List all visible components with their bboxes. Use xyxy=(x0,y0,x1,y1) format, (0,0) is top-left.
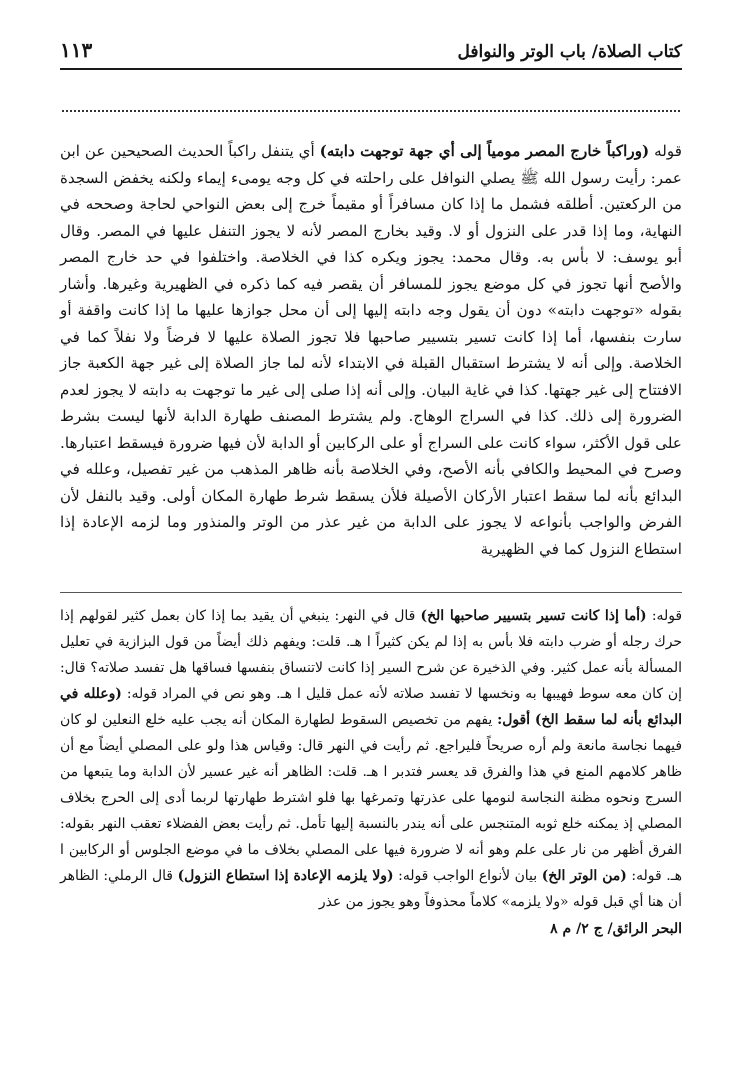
fn3-mid: بيان لأنواع الواجب قوله: xyxy=(393,868,542,884)
page-number: ١١٣ xyxy=(60,38,93,62)
chapter-title: كتاب الصلاة/ باب الوتر والنوافل xyxy=(457,42,682,62)
fn1-quote: (أما إذا كانت تسير بتسيير صاحبها الخ) xyxy=(420,608,647,624)
fn2-quote: (وعلله في البدائع بأنه لما سقط الخ) xyxy=(60,686,682,728)
dotted-separator xyxy=(62,110,680,112)
main-text xyxy=(60,138,682,562)
running-header xyxy=(60,38,682,64)
fn1-lead: قوله: xyxy=(646,608,683,624)
fn3-quote: (من الوتر الخ) xyxy=(541,868,627,884)
signature-mark: البحر الرائق/ ج ٢/ م ٨ xyxy=(550,921,682,937)
footnotes xyxy=(60,592,682,915)
fn2-body: يفهم من تخصيص السقوط لطهارة المكان أنه يجب عليه خلع النعلين لو كان فيهما نجاسة مانعة ولم أره صريحاً فليراجع. ثم رأيت في النهر قال: وقياس هذا ولو على المصلي أيضاً مع أن ظاهر كلامهم المنع في هذا والفرق قد يعسر فتدبر ا هـ. قلت: الظاهر أنه غير عسير لأن الدابة وما يتبعها من السرج ونحوه مظنة النجاسة لنومها على عذرتها وتمرغها بها فلو اشترط طهارتها لربما أدى إلى الحرج بخلاف المصلي إذ يمكنه خلع ثوبه المتنجس على أنه يندر بالنسبة إليها تأمل. ثم رأيت بعض الفضلاء تعقب النهر بقوله: الفرق أظهر من نار على علم وهو أنه لا ضرورة فيها على المصلي بخلاف ما في موضع الجلوس أو الركابين ا هـ. قوله: xyxy=(60,712,682,884)
main-quote: (وراكباً خارج المصر مومياً إلى أي جهة توجهت دابته) xyxy=(319,142,650,160)
fn3-body: قال الرملي: الظاهر أن هنا أي قبل قوله «ولا يلزمه» كلاماً محذوفاً وهو يجوز من عذر xyxy=(60,868,682,910)
fn1-body: قال في النهر: ينبغي أن يقيد بما إذا كان بعمل كثير لقولهم إذا حرك رجله أو ضرب دابته فلا بأس به إذا لم يكن كثيراً ا هـ. قلت: ويفهم ذلك أيضاً من قول البزازية في تعليل المسألة بأنه عمل كثير. وفي الذخيرة عن شرح السير إذا كانت لاتنساق بنفسها فساقها هل تفسد صلاته؟ قال: إن كان معه سوط فهيبها به ونخسها لا تفسد صلاته لأنه عمل قليل ا هـ. وهو نص في المراد قوله: xyxy=(60,608,682,702)
main-lead: قوله xyxy=(649,142,682,160)
header-rule xyxy=(60,68,682,70)
main-body: أي يتنفل راكباً الحديث الصحيحين عن ابن عمر: رأيت رسول الله ﷺ يصلي النوافل على راحلته في كل وجه يومىء إيماء ولكنه يخفض السجدة من الركعتين. أطلقه فشمل ما إذا كان مسافراً أو مقيماً خرج إلى بعض النواحي لحاجة وصححه في النهاية، وما إذا قدر على النزول أو لا. وقيد بخارج المصر لأنه لا يجوز التنفل عليها في المصر. وقال أبو يوسف: لا بأس به. وقال محمد: يجوز ويكره كذا في الخلاصة. واختلفوا في حد خارج المصر والأصح أنها تجوز في كل موضع يجوز للمسافر أن يقصر فيه كما ذكره في الظهيرية وغيرها. وأشار بقوله «توجهت دابته» دون أن يقول وجه دابته إليها إلى أن محل جوازها عليها ما إذا كانت واقفة أو سارت بنفسها، أما إذا كانت تسير بتسيير صاحبها فلا تجوز الصلاة عليها لا فرضاً ولا نفلاً كما في الخلاصة. وإلى أنه لا يشترط استقبال القبلة في الابتداء لأنه لما جاز الصلاة إلى غير جهة الكعبة جاز الافتتاح إلى غير جهتها. كذا في غاية البيان. وإلى أنه إذا صلى إلى غير ما توجهت به دابته لا يجوز لعدم الضرورة إلى ذلك. كذا في السراج الوهاج. ولم يشترط المصنف طهارة الدابة لأنها ليست بشرط على قول الأكثر، سواء كانت على السراج أو على الركابين أو الدابة لأن فيها ضرورة فيسقط اعتبارها. وصرح في المحيط والكافي بأنه الأصح، وفي الخلاصة بأنه ظاهر المذهب من غير تفصيل، وعلله في البدائع بأنه لما سقط اعتبار الأركان الأصيلة فلأن يسقط شرط طهارة المكان أولى. وقيد بالنفل لأن الفرض والواجب بأنواعه لا يجوز على الدابة من غير عذر من الوتر والمنذور وما لزمه الإعادة إذا استطاع النزول كما في الظهيرية xyxy=(60,142,682,558)
fn3-quote2: (ولا يلزمه الإعادة إذا استطاع النزول) xyxy=(177,868,394,884)
fn2-aqulu: أقول: xyxy=(497,712,531,728)
